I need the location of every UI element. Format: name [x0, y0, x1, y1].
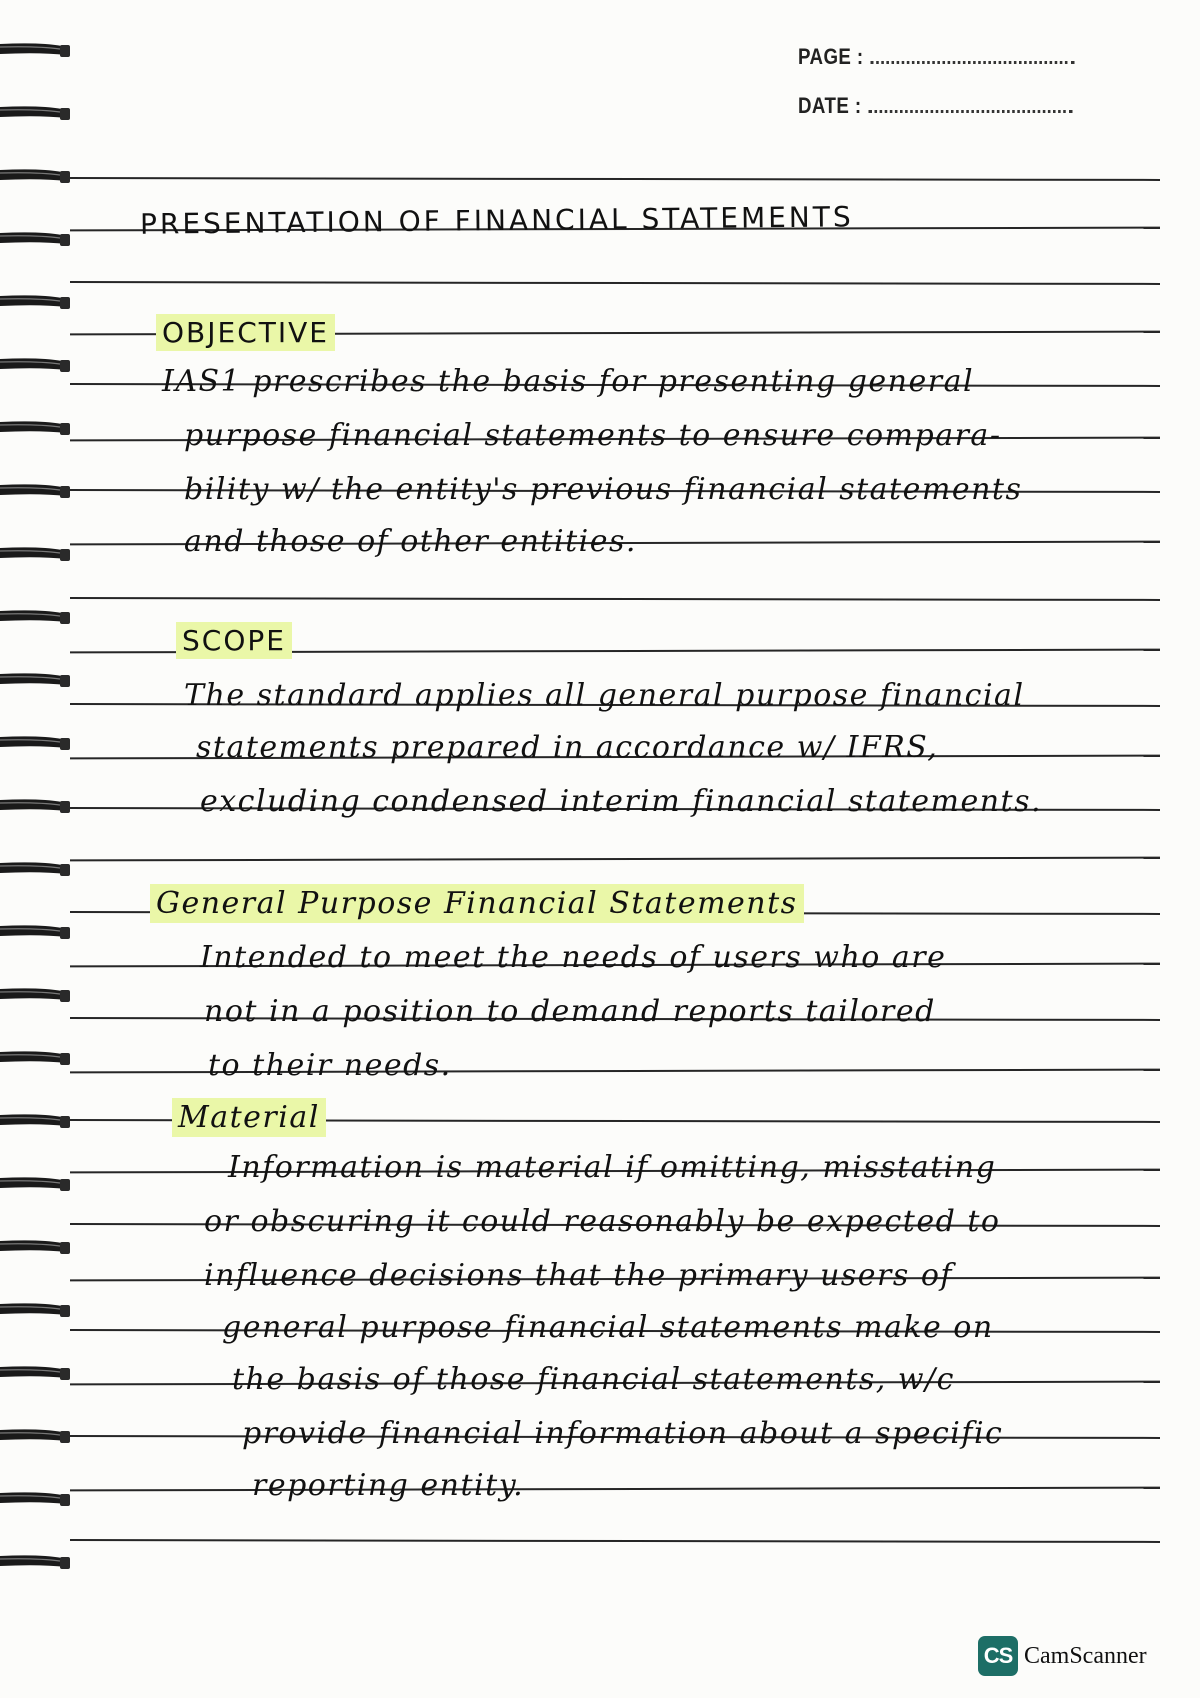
page-number-blank: [870, 61, 1074, 64]
ruled-line: [70, 1487, 1160, 1492]
date-label: DATE :: [798, 93, 862, 118]
spiral-ring-icon: [0, 1048, 74, 1070]
ruled-line: [70, 857, 1160, 862]
spiral-ring-icon: [0, 1237, 74, 1259]
spiral-ring-icon: [0, 733, 74, 755]
material-heading: Material: [172, 1098, 326, 1137]
ruled-line: [70, 1539, 1160, 1543]
date-field: [798, 93, 1072, 119]
material-line-6: provide financial information about a specific: [242, 1416, 1004, 1451]
page-label: PAGE :: [798, 44, 864, 69]
scope-line-2: statements prepared in accordance w/ IFRS,: [196, 730, 939, 765]
objective-line-1: IAS1 prescribes the basis for presenting general: [162, 364, 975, 399]
spiral-ring-icon: [0, 355, 74, 377]
material-line-2: or obscuring it could reasonably be expected to: [204, 1204, 1001, 1239]
scope-heading: SCOPE: [176, 622, 292, 659]
spiral-ring-icon: [0, 1300, 74, 1322]
page-title: PRESENTATION OF FINANCIAL STATEMENTS: [139, 200, 854, 241]
spiral-ring-icon: [0, 229, 74, 251]
spiral-ring-icon: [0, 859, 74, 881]
spiral-ring-icon: [0, 292, 74, 314]
gpfs-heading: General Purpose Financial Statements: [150, 884, 804, 923]
spiral-ring-icon: [0, 40, 74, 62]
spiral-ring-icon: [0, 1174, 74, 1196]
objective-line-2: purpose financial statements to ensure compara-: [184, 418, 1002, 453]
ruled-line: [70, 177, 1160, 181]
spiral-ring-icon: [0, 922, 74, 944]
spiral-ring-icon: [0, 418, 74, 440]
spiral-ring-icon: [0, 1489, 74, 1511]
gpfs-line-3: to their needs.: [208, 1048, 452, 1083]
spiral-ring-icon: [0, 985, 74, 1007]
material-line-1: Information is material if omitting, misstating: [228, 1150, 997, 1185]
spiral-ring-icon: [0, 1552, 74, 1574]
spiral-binding: [0, 0, 80, 1600]
spiral-ring-icon: [0, 670, 74, 692]
ruled-line: [70, 281, 1160, 285]
ruled-line: [70, 597, 1160, 601]
spiral-ring-icon: [0, 1426, 74, 1448]
objective-line-3: bility w/ the entity's previous financial statements: [184, 472, 1023, 507]
material-line-4: general purpose financial statements make on: [222, 1310, 994, 1345]
spiral-ring-icon: [0, 607, 74, 629]
objective-line-4: and those of other entities.: [184, 524, 637, 559]
gpfs-line-1: Intended to meet the needs of users who are: [200, 940, 947, 975]
camscanner-watermark: [978, 1636, 1147, 1676]
date-blank: [868, 110, 1072, 113]
spiral-ring-icon: [0, 544, 74, 566]
spiral-ring-icon: [0, 1111, 74, 1133]
spiral-ring-icon: [0, 481, 74, 503]
material-line-7: reporting entity.: [252, 1468, 525, 1503]
spiral-ring-icon: [0, 796, 74, 818]
spiral-ring-icon: [0, 166, 74, 188]
material-line-5: the basis of those financial statements, w/c: [232, 1362, 955, 1397]
scope-line-3: excluding condensed interim financial statements.: [200, 784, 1043, 819]
spiral-ring-icon: [0, 1363, 74, 1385]
camscanner-brand: CamScanner: [1024, 1642, 1147, 1669]
spiral-ring-icon: [0, 103, 74, 125]
scope-line-1: The standard applies all general purpose financial: [184, 678, 1025, 713]
gpfs-line-2: not in a position to demand reports tailored: [204, 994, 936, 1029]
camscanner-logo-icon: CS: [978, 1636, 1018, 1676]
page-number-field: [798, 44, 1074, 70]
objective-heading: OBJECTIVE: [156, 314, 335, 351]
material-line-3: influence decisions that the primary users of: [204, 1258, 953, 1293]
